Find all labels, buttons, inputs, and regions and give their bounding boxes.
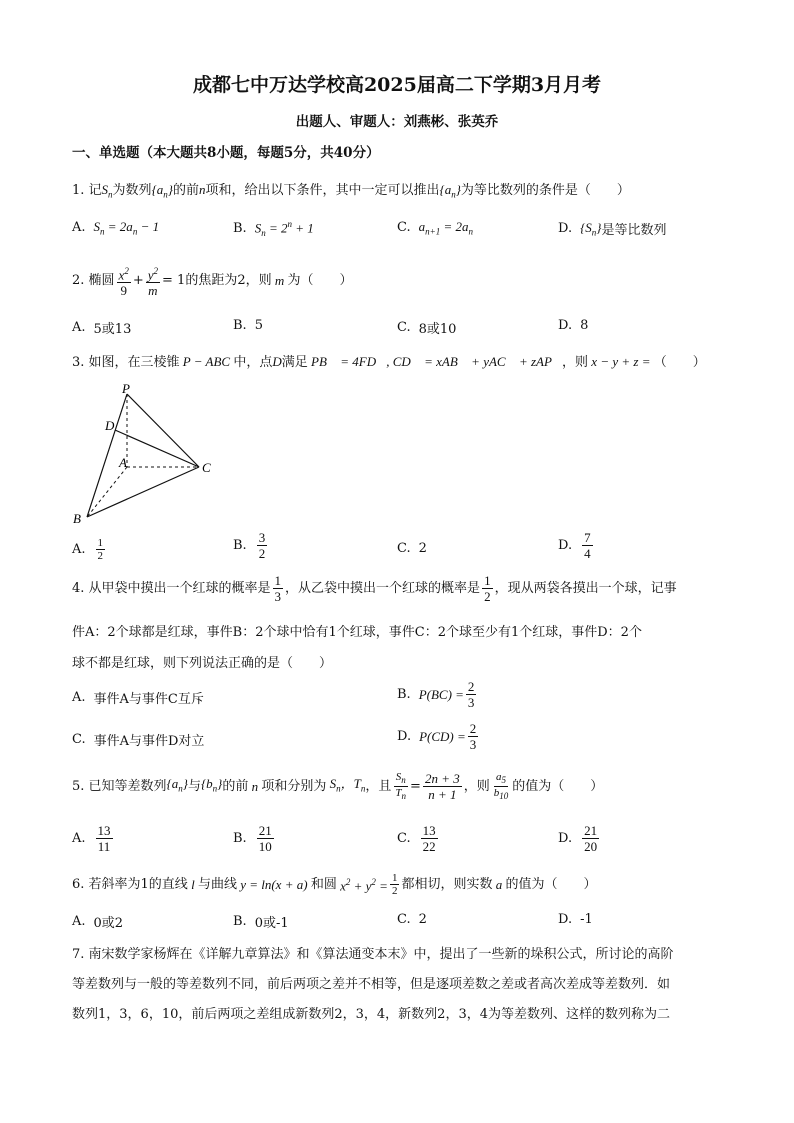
- option-label: D.: [558, 538, 573, 553]
- q5-option-a: A. $\frac{13}{11}$: [72, 823, 111, 854]
- option-label: C.: [397, 220, 411, 236]
- option-label: C.: [397, 831, 411, 846]
- option-label: A.: [72, 542, 86, 557]
- q1-option-d: D. $\{S_n\}$ 是等比数列: [558, 219, 667, 238]
- q5-text: ，且: [365, 778, 392, 794]
- q5-text: 项和分别为: [261, 778, 327, 794]
- q5-text: 5. 已知等差数列: [72, 778, 167, 794]
- option-text: 事件A与事件D对立: [93, 734, 205, 749]
- q2-option-a: [72, 318, 131, 337]
- q1-text: 为等比数列的条件是（ ）: [460, 183, 630, 198]
- q2-option-c: [397, 318, 456, 337]
- option-text: -1: [580, 912, 593, 927]
- q6-text: 6. 若斜率为1的直线: [72, 876, 188, 892]
- option-label: C.: [397, 541, 411, 556]
- q6-option-a: [72, 912, 123, 931]
- q7-line: 数列1，3，6，10，前后两项之差组成新数列2，3，4，新数列2，3，4为等差数列、这样的数列称为二: [72, 1007, 670, 1022]
- q4-option-a: [72, 688, 204, 707]
- vertex-label-a: A: [119, 455, 127, 470]
- option-text: 5: [254, 318, 263, 333]
- q3-option-c: [397, 541, 427, 556]
- option-label: B.: [233, 220, 247, 236]
- q1-option-c: C. $a_{n+1} = 2a_n$: [397, 219, 473, 237]
- q3-text: 满足: [281, 355, 308, 370]
- question-3: 3. 如图，在三棱锥 P − ABC 中，点D满足 PB⃗ = 4FD⃗, CD⃗ = xAB⃗ + yAC⃗ + zAP⃗，则 x − y + z = （ ）: [72, 354, 706, 370]
- vertex-label-d: D: [105, 418, 115, 433]
- option-label: A.: [72, 914, 86, 929]
- q1-text: 的前: [172, 183, 199, 198]
- option-label: D.: [558, 912, 573, 927]
- q3-text: 3. 如图，在三棱锥: [72, 355, 180, 370]
- q6-text: 的值为（ ）: [505, 876, 597, 892]
- option-label: B.: [233, 538, 247, 553]
- vertex-label-b: B: [73, 511, 81, 526]
- option-label: B.: [233, 318, 247, 333]
- q4-text: ，现从两袋各摸出一个球，记事: [494, 580, 677, 596]
- q3-text: （ ）: [653, 355, 706, 370]
- q4-text: ，从乙袋中摸出一个红球的概率是: [285, 580, 481, 596]
- q4-option-b: B. P(BC) = $\frac{2}{3}$: [397, 679, 475, 710]
- q2-option-d: [558, 318, 588, 333]
- q3-text: ，则: [562, 355, 589, 370]
- tetrahedron-figure: [72, 383, 232, 528]
- q5-option-d: D. $\frac{21}{20}$: [558, 823, 598, 854]
- option-text: 8或10: [418, 322, 457, 337]
- option-text: 2: [418, 912, 427, 927]
- q6-option-c: [397, 912, 427, 927]
- q2-option-b: [233, 318, 263, 333]
- q3-option-d: D. $\frac{7}{4}$: [558, 530, 591, 561]
- vertex-label-p: P: [122, 383, 130, 396]
- option-label: B.: [233, 914, 247, 929]
- option-label: C.: [397, 320, 411, 335]
- q6-text: 和圆: [310, 876, 337, 892]
- q3-option-a: A. $\frac{1}{2}$: [72, 537, 104, 562]
- q5-text: 的值为（ ）: [512, 778, 604, 794]
- question-4-line-1: 4. 从甲袋中摸出一个红球的概率是 $\frac{1}{3}$ ，从乙袋中摸出一个红球的概率是 $\frac{1}{2}$ ，现从两袋各摸出一个球，记事: [72, 573, 677, 604]
- q5-text: ，则: [463, 778, 490, 794]
- q6-option-d: [558, 912, 593, 927]
- q5-text: 与: [187, 778, 201, 794]
- question-7: [72, 940, 722, 1030]
- option-label: A.: [72, 220, 86, 236]
- q1-text: 为数列: [112, 183, 152, 198]
- option-label: D.: [558, 221, 573, 236]
- option-label: B.: [397, 687, 411, 702]
- q1-text: 1. 记: [72, 183, 102, 198]
- page-subtitle: 出题人、审题人：刘燕彬、张英乔: [295, 114, 499, 130]
- q2-text: 2. 椭圆: [72, 273, 115, 289]
- option-label: A.: [72, 690, 86, 705]
- q1-option-b: B. $S_n = 2^n + 1$: [233, 219, 314, 238]
- option-label: C.: [397, 912, 411, 927]
- q4-text: 4. 从甲袋中摸出一个红球的概率是: [72, 580, 271, 596]
- q1-text: 项和，给出以下条件，其中一定可以推出: [205, 183, 440, 198]
- q7-line: 等差数列与一般的等差数列不同，前后两项之差并不相等，但是逐项差数之差或者高次差成等差数列．如: [72, 977, 671, 992]
- question-4-line-3: 球不都是红球，则下列说法正确的是（ ）: [72, 656, 333, 671]
- question-6: 6. 若斜率为1的直线 l 与曲线 y = ln(x + a) 和圆 $x^2 + y^2$ = $\frac{1}{2}$ 都相切，则实数 a 的值为（ ）: [72, 872, 597, 897]
- option-text: 8: [580, 318, 589, 333]
- option-label: B.: [233, 831, 247, 846]
- q3-option-b: B. $\frac{3}{2}$: [233, 530, 266, 561]
- option-label: D.: [397, 729, 412, 744]
- option-label: D.: [558, 831, 573, 846]
- option-text: 事件A与事件C互斥: [93, 692, 204, 707]
- option-label: C.: [72, 732, 86, 747]
- q5-option-c: C. $\frac{13}{22}$: [397, 823, 436, 854]
- q6-option-b: [233, 912, 289, 931]
- question-5: 5. 已知等差数列 $\{a_n\}$ 与 $\{b_n\}$ 的前 n 项和分别为 $S_n$，$T_n$ ，且 $\frac{S_n}{T_n}$ = $\frac{2n + 3}{n + 1}$ ，则 $\frac{a_5}{b_{10}}$ 的值为（ ）: [72, 771, 604, 803]
- q3-text: 中，点: [233, 355, 273, 370]
- option-label: A.: [72, 320, 86, 335]
- q4-option-c: [72, 730, 204, 749]
- q5-option-b: B. $\frac{21}{10}$: [233, 823, 272, 854]
- q6-text: 与曲线: [197, 876, 237, 892]
- question-2: 2. 椭圆 $\frac{x^2}{9}$ + $\frac{y^2}{m}$ = 1 的焦距为2，则 m 为（ ）: [72, 266, 353, 299]
- option-text: 2: [418, 541, 427, 556]
- q1-option-a: A. $S_n = 2a_n - 1$: [72, 219, 160, 237]
- q7-line: 7. 南宋数学家杨辉在《详解九章算法》和《算法通变本末》中，提出了一些新的垛积公式，所讨论的高阶: [72, 947, 674, 962]
- option-text: 0或-1: [254, 916, 289, 931]
- question-1: 1. 记$S_n$为数列$\{a_n\}$的前n项和，给出以下条件，其中一定可以推出$\{a_n\}$为等比数列的条件是（ ）: [72, 182, 630, 200]
- q2-text: 的焦距为2，则: [185, 273, 272, 289]
- page-title: 成都七中万达学校高2025届高二下学期3月月考: [192, 74, 602, 96]
- option-label: A.: [72, 831, 86, 846]
- section-heading: 一、单选题（本大题共8小题，每题5分，共40分）: [72, 145, 380, 161]
- option-label: D.: [558, 318, 573, 333]
- q5-text: 的前: [222, 778, 249, 794]
- q6-text: 都相切，则实数: [401, 876, 493, 892]
- q4-option-d: D. P(CD) = $\frac{2}{3}$: [397, 721, 477, 752]
- option-text: 5或13: [93, 322, 132, 337]
- vertex-label-c: C: [202, 460, 211, 475]
- question-4-line-2: 件A：2个球都是红球，事件B：2个球中恰有1个红球，事件C：2个球至少有1个红球，事件D：2个: [72, 625, 642, 640]
- q2-text: 为（ ）: [287, 273, 353, 289]
- option-text: 0或2: [93, 916, 124, 931]
